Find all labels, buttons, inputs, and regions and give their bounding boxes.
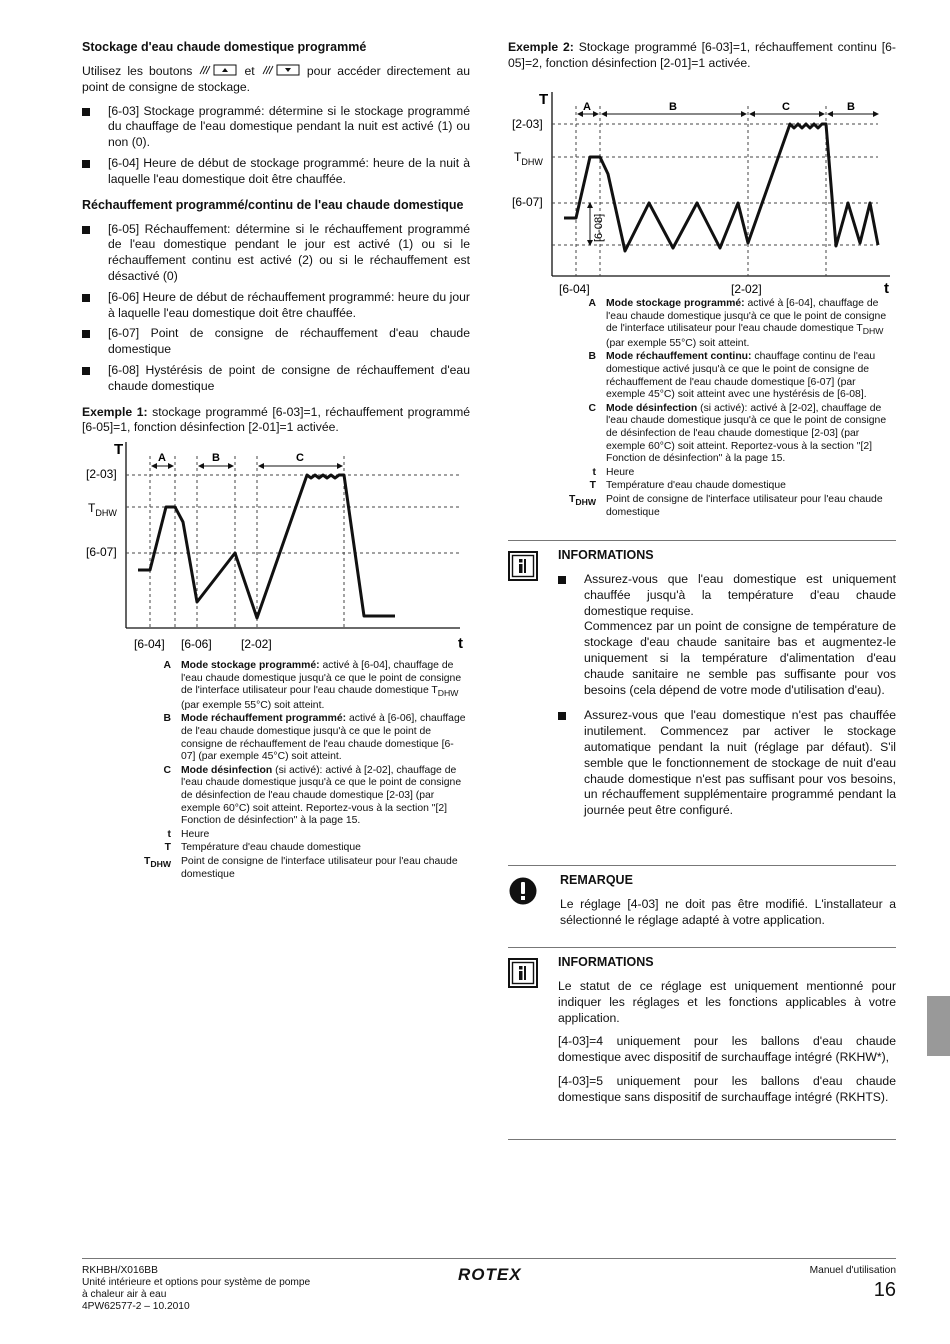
section-tab-marker <box>927 996 950 1056</box>
chart2-label-B: B <box>669 101 677 113</box>
bullet-6-08: [6-08] Hystérésis de point de consigne de réchauffement d'eau chaude domestique <box>82 363 470 395</box>
button-down-icon <box>261 64 301 76</box>
left-column <box>82 40 470 444</box>
chart2-y-tick-tdhw: $T_{DHW}$ <box>514 150 543 167</box>
info-2-p2: [4-03]=4 uniquement pour les ballons d'eau chaude domestique avec dispositif de surchauffage intégré (RKHW*), <box>558 1034 896 1065</box>
section-title-rechauffement: Réchauffement programmé/continu de l'eau chaude domestique <box>82 197 464 212</box>
info-icon <box>508 551 538 581</box>
chart1-x-tick-6-06: [6-06] <box>181 637 212 651</box>
bullet-6-05: [6-05] Réchauffement: détermine si le réchauffement programmé de l'eau domestique pendant le jour est activé (1) ou si le réchauffement continu est activé (2) ou si le réchauffement est désactivé (0) <box>82 222 470 285</box>
chart2-label-B2: B <box>847 101 855 113</box>
rotex-logo: ROTEX <box>458 1265 522 1284</box>
bullet-6-04: [6-04] Heure de début de stockage programmé: heure de la nuit à laquelle l'eau domestique doit être chauffée. <box>82 156 470 188</box>
info-box-2 <box>508 947 896 1140</box>
intro-text-b: et <box>244 64 255 78</box>
chart2-hysteresis-label: [6-08] <box>593 213 605 242</box>
info-icon <box>508 958 538 988</box>
chart1-label-C: C <box>296 452 304 464</box>
intro-text-a: Utilisez les boutons <box>82 64 193 78</box>
chart2-y-tick-2-03: [2-03] <box>512 117 543 131</box>
chart2-x-tick-2-02: [2-02] <box>731 282 762 296</box>
info-box-1 <box>508 540 896 824</box>
info-2-p1: Le statut de ce réglage est uniquement mentionné pour indiquer les réglages et les fonctions applicables à votre application. <box>558 979 896 1025</box>
chart-example-2 <box>508 88 900 298</box>
chart1-x-tick-6-04: [6-04] <box>134 637 165 651</box>
chart1-y-tick-6-07: [6-07] <box>86 545 117 559</box>
chart1-y-tick-2-03: [2-03] <box>86 467 117 481</box>
exclamation-icon <box>508 876 538 906</box>
chart1-y-axis-label: T <box>114 441 124 458</box>
footer-manual-info: Manuel d'utilisation 16 <box>809 1265 896 1301</box>
info-1-title: INFORMATIONS <box>558 548 654 562</box>
info-2-p3: [4-03]=5 uniquement pour les ballons d'eau chaude domestique sans dispositif de surchauffage intégré (RKHTS). <box>558 1073 896 1104</box>
chart1-x-tick-2-02: [2-02] <box>241 637 272 651</box>
chart1-curve <box>138 475 395 618</box>
info-1-bullet-1: Assurez-vous que l'eau domestique est uniquement chauffée jusqu'à la température d'eau chaude domestique requise. Commencez par un point de consigne de température de stockage d'eau chaude sanitaire bas et augmentez-le uniquement si la température d'alimentation d'eau chaude sanitaire ne semble pas suffisante pour vos besoins (cela dépend de votre mode d'utilisation d'eau). <box>558 572 896 698</box>
chart2-x-axis-label: t <box>884 280 889 297</box>
intro-text-c: pour accéder directement au point de consigne de stockage. <box>82 64 471 94</box>
legend-example-1: A Mode stockage programmé: activé à [6-04], chauffage de l'eau chaude domestique jusqu'à ce que le point de consigne de l'interface utilisateur pour l'eau chaude domestique $T_{DHW}$ (par exemple 55°C) soit atteint. B Mode réchauffement programmé: activé à [6-06], chauffage de l'eau chaude domestique jusqu'à ce que le point de consigne de réchauffement de l'eau chaude domestique [6-07] (par exemple 45°C) soit atteint. C Mode désinfection (si activé): activé à [2-02], chauffage de l'eau chaude domestique jusqu'à ce que le point de consigne de désinfection de l'eau chaude domestique [2-03] (par exemple 60°C) soit atteint. Reportez-vous à la section "[2] Fonction de désinfection" à la page 15. t Heure T Température d'eau chaude domestique $T_{DHW}$ Point de consigne de l'interface utilisateur pour l'eau chaude domestique <box>143 660 466 880</box>
info-1-bullet-2: Assurez-vous que l'eau domestique n'est pas chauffée inutilement. Commencez par activer le stockage automatique pendant la nuit (réglage par défaut). S'il semble que le fonctionnement de stockage de nuit d'eau chaude domestique n'est pas suffisant pour vos besoins, un réchauffement supplémentaire programmé pendant la journée peut être configuré. <box>558 708 896 819</box>
page-number: 16 <box>873 1279 896 1301</box>
chart2-curve <box>564 124 878 251</box>
bullet-6-06: [6-06] Heure de début de réchauffement programmé: heure du jour à laquelle l'eau domestique doit être chauffée. <box>82 290 470 322</box>
bullet-6-07: [6-07] Point de consigne de réchauffement d'eau chaude domestique <box>82 326 470 358</box>
intro-paragraph <box>82 64 470 96</box>
remark-text: Le réglage [4-03] ne doit pas être modifié. L'installateur a sélectionné le réglage adapté à votre application. <box>560 897 896 927</box>
bullet-6-03: [6-03] Stockage programmé: détermine si le stockage programmé du chauffage de l'eau domestique pendant la nuit est activé (1) ou non (0). <box>82 104 470 151</box>
button-up-icon <box>198 64 238 76</box>
chart2-label-A: A <box>583 101 591 113</box>
chart1-x-axis-label: t <box>458 635 463 652</box>
legend-example-2: A Mode stockage programmé: activé à [6-04], chauffage de l'eau chaude domestique jusqu'à ce que le point de consigne de l'interface utilisateur pour l'eau chaude domestique $T_{DHW}$ (par exemple 55°C) soit atteint. B Mode réchauffement continu: chauffage continu de l'eau domestique activé jusqu'à ce que le point de consigne de réchauffement de l'eau chaude domestique [6-07] (par exemple 45°C) soit atteint avec une hystérésis de [6-08]. C Mode désinfection (si activé): activé à [2-02], chauffage de l'eau chaude domestique jusqu'à ce que le point de consigne de désinfection de l'eau chaude domestique [2-03] (par exemple 60°C) soit atteint. Reportez-vous à la section "[2] Fonction de désinfection" à la page 15. t Heure T Température d'eau chaude domestique $T_{DHW}$ Point de consigne de l'interface utilisateur pour l'eau chaude domestique <box>568 298 887 518</box>
chart1-label-A: A <box>158 452 166 464</box>
info-2-title: INFORMATIONS <box>558 955 654 969</box>
chart2-y-tick-6-07: [6-07] <box>512 195 543 209</box>
remark-box <box>508 865 896 937</box>
chart1-label-B: B <box>212 452 220 464</box>
right-column <box>508 40 896 80</box>
chart2-y-axis-label: T <box>539 91 549 108</box>
chart1-y-tick-tdhw: $T_{DHW}$ <box>88 501 117 518</box>
page-footer <box>82 1258 896 1312</box>
chart2-label-C: C <box>782 101 790 113</box>
section-title-stockage: Stockage d'eau chaude domestique programmé <box>82 40 367 54</box>
remark-title: REMARQUE <box>560 873 633 887</box>
chart-example-1 <box>82 436 482 658</box>
footer-doc-info: RKHBH/X016BB Unité intérieure et options pour système de pompe à chaleur air à eau 4PW62577-2 – 10.2010 <box>82 1265 311 1312</box>
chart2-x-tick-6-04: [6-04] <box>559 282 590 296</box>
example-1: Exemple 1: stockage programmé [6-03]=1, réchauffement programmé [6-05]=1, fonction désinfection [2-01]=1 activée. <box>82 404 470 435</box>
example-2: Exemple 2: Stockage programmé [6-03]=1, réchauffement continu [6-05]=2, fonction désinfection [2-01]=1 activée. <box>508 40 896 70</box>
